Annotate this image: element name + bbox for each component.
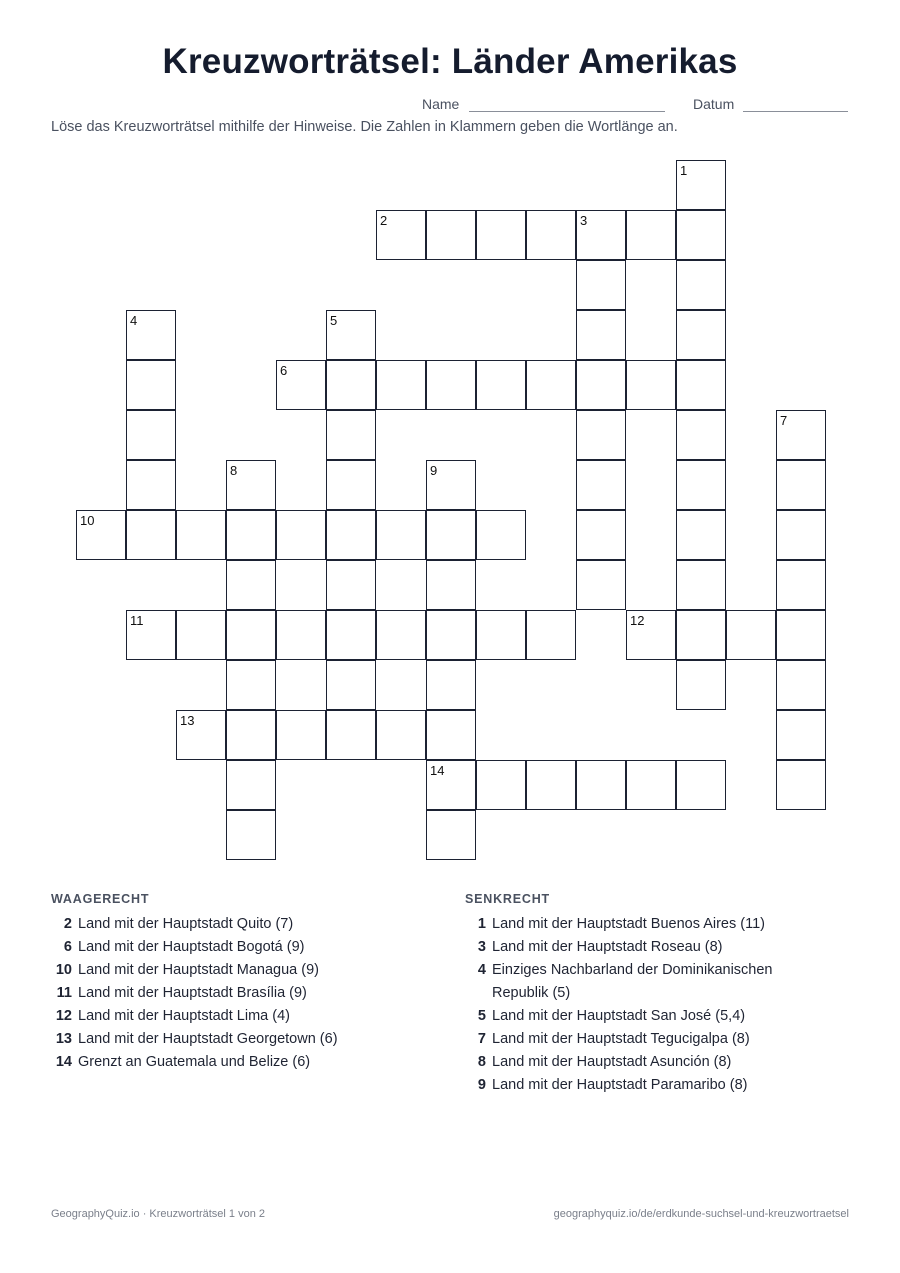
grid-cell[interactable]	[526, 760, 576, 810]
cell-number: 14	[430, 763, 445, 778]
grid-cell[interactable]	[326, 310, 376, 360]
grid-cell[interactable]	[676, 510, 726, 560]
clue-text: Land mit der Hauptstadt Brasília (9)	[78, 985, 307, 1001]
grid-cell[interactable]	[426, 460, 476, 510]
grid-cell[interactable]	[626, 360, 676, 410]
clue-number: 9	[477, 1077, 486, 1093]
cell-number: 13	[180, 713, 195, 728]
grid-cell[interactable]	[676, 560, 726, 610]
grid-cell[interactable]	[576, 260, 626, 310]
grid-cell[interactable]	[226, 810, 276, 860]
cell-number: 8	[230, 463, 238, 478]
grid-cell[interactable]	[426, 710, 476, 760]
grid-cell[interactable]	[776, 610, 826, 660]
grid-cell[interactable]	[126, 360, 176, 410]
grid-cell[interactable]	[226, 710, 276, 760]
grid-cell[interactable]	[326, 410, 376, 460]
grid-cell[interactable]	[276, 710, 326, 760]
grid-cell[interactable]	[676, 660, 726, 710]
clue-text: Land mit der Hauptstadt Asunción (8)	[492, 1054, 732, 1070]
grid-cell[interactable]	[426, 810, 476, 860]
grid-cell[interactable]	[126, 610, 176, 660]
grid-cell[interactable]	[576, 760, 626, 810]
grid-cell[interactable]	[776, 460, 826, 510]
grid-cell[interactable]	[776, 710, 826, 760]
grid-cell[interactable]	[426, 660, 476, 710]
date-line[interactable]	[743, 111, 848, 112]
clue-number: 6	[63, 939, 72, 955]
grid-cell[interactable]	[326, 610, 376, 660]
across-heading: WAAGERECHT	[51, 892, 150, 906]
grid-cell[interactable]	[76, 510, 126, 560]
grid-cell[interactable]	[326, 510, 376, 560]
grid-cell[interactable]	[576, 560, 626, 610]
grid-cell[interactable]	[676, 160, 726, 210]
clue-number: 5	[477, 1008, 486, 1024]
grid-cell[interactable]	[426, 510, 476, 560]
instructions: Löse das Kreuzworträtsel mithilfe der Hinweise. Die Zahlen in Klammern geben die Wortlänge an.	[51, 119, 678, 135]
grid-cell[interactable]	[426, 610, 476, 660]
grid-cell[interactable]	[276, 610, 326, 660]
grid-cell[interactable]	[576, 410, 626, 460]
grid-cell[interactable]	[426, 210, 476, 260]
clue-text: Land mit der Hauptstadt Paramaribo (8)	[492, 1077, 748, 1093]
grid-cell[interactable]	[326, 560, 376, 610]
grid-cell[interactable]	[276, 360, 326, 410]
cell-number: 1	[680, 163, 688, 178]
clue-text: Land mit der Hauptstadt Roseau (8)	[492, 939, 723, 955]
clue-item	[465, 913, 792, 936]
grid-cell[interactable]	[776, 410, 826, 460]
clue-number: 4	[477, 962, 486, 978]
cell-number: 3	[580, 213, 588, 228]
grid-cell[interactable]	[526, 210, 576, 260]
clue-item	[51, 936, 378, 959]
cell-number: 7	[780, 413, 788, 428]
cell-number: 11	[130, 613, 144, 628]
grid-cell[interactable]	[126, 510, 176, 560]
grid-cell[interactable]	[776, 660, 826, 710]
grid-cell[interactable]	[176, 510, 226, 560]
clue-item	[51, 1005, 378, 1028]
grid-cell[interactable]	[126, 410, 176, 460]
grid-cell[interactable]	[576, 460, 626, 510]
cell-number: 2	[380, 213, 388, 228]
clue-text: Land mit der Hauptstadt Georgetown (6)	[78, 1031, 338, 1047]
clue-number: 8	[477, 1054, 486, 1070]
clue-text: Land mit der Hauptstadt San José (5,4)	[492, 1008, 746, 1024]
cell-number: 12	[630, 613, 645, 628]
clue-number: 2	[63, 916, 72, 932]
clue-number: 1	[477, 916, 486, 932]
clue-text: Land mit der Hauptstadt Bogotá (9)	[78, 939, 305, 955]
clue-number: 12	[55, 1008, 72, 1024]
grid-cell[interactable]	[676, 760, 726, 810]
grid-cell[interactable]	[276, 510, 326, 560]
cell-number: 5	[330, 313, 338, 328]
clue-item	[51, 1028, 378, 1051]
cell-number: 9	[430, 463, 438, 478]
clue-text: Grenzt an Guatemala und Belize (6)	[78, 1054, 311, 1070]
clue-number: 10	[55, 962, 72, 978]
clue-number: 13	[55, 1031, 72, 1047]
name-line[interactable]	[469, 111, 665, 112]
grid-cell[interactable]	[526, 360, 576, 410]
clue-item	[465, 1074, 792, 1097]
grid-cell[interactable]	[576, 360, 626, 410]
grid-cell[interactable]	[226, 660, 276, 710]
clue-item	[465, 1005, 792, 1028]
grid-cell[interactable]	[376, 510, 426, 560]
clue-number: 14	[55, 1054, 72, 1070]
grid-cell[interactable]	[776, 560, 826, 610]
grid-cell[interactable]	[676, 360, 726, 410]
grid-cell[interactable]	[426, 560, 476, 610]
page-title: Kreuzworträtsel: Länder Amerikas	[162, 42, 738, 81]
footer-right: geographyquiz.io/de/erdkunde-suchsel-und-kreuzwortraetsel	[553, 1208, 849, 1220]
clue-text: Land mit der Hauptstadt Managua (9)	[78, 962, 319, 978]
down-heading: SENKRECHT	[465, 892, 550, 906]
grid-cell[interactable]	[426, 360, 476, 410]
grid-cell[interactable]	[626, 760, 676, 810]
grid-cell[interactable]	[676, 460, 726, 510]
grid-cell[interactable]	[676, 260, 726, 310]
grid-cell[interactable]	[376, 610, 426, 660]
cell-number: 10	[80, 513, 95, 528]
clue-item	[465, 1028, 792, 1051]
grid-cell[interactable]	[326, 660, 376, 710]
grid-cell[interactable]	[676, 610, 726, 660]
grid-cell[interactable]	[476, 510, 526, 560]
grid-cell[interactable]	[376, 210, 426, 260]
grid-cell[interactable]	[476, 210, 526, 260]
grid-cell[interactable]	[126, 460, 176, 510]
clue-item	[51, 982, 378, 1005]
clue-item	[51, 913, 378, 936]
grid-cell[interactable]	[476, 760, 526, 810]
clue-item	[465, 959, 792, 1005]
grid-cell[interactable]	[776, 760, 826, 810]
grid-cell[interactable]	[476, 360, 526, 410]
clue-number: 11	[56, 985, 72, 1001]
clue-item	[51, 1051, 378, 1074]
grid-cell[interactable]	[576, 310, 626, 360]
grid-cell[interactable]	[426, 760, 476, 810]
grid-cell[interactable]	[126, 310, 176, 360]
grid-cell[interactable]	[326, 710, 376, 760]
clue-item	[51, 959, 378, 982]
clue-number: 3	[477, 939, 486, 955]
grid-cell[interactable]	[226, 610, 276, 660]
clue-text: Land mit der Hauptstadt Buenos Aires (11)	[492, 916, 765, 932]
clue-number: 7	[477, 1031, 486, 1047]
grid-cell[interactable]	[726, 610, 776, 660]
name-date-fields	[0, 96, 900, 116]
grid-cell[interactable]	[326, 360, 376, 410]
grid-cell[interactable]	[226, 560, 276, 610]
down-clues	[465, 913, 792, 1097]
grid-cell[interactable]	[676, 410, 726, 460]
grid-cell[interactable]	[176, 610, 226, 660]
footer-left: GeographyQuiz.io · Kreuzworträtsel 1 von 2	[51, 1208, 265, 1220]
grid-cell[interactable]	[226, 510, 276, 560]
clue-text: Land mit der Hauptstadt Lima (4)	[78, 1008, 290, 1024]
grid-cell[interactable]	[326, 460, 376, 510]
name-label: Name	[422, 96, 460, 112]
clue-item	[465, 1051, 792, 1074]
grid-cell[interactable]	[626, 210, 676, 260]
grid-cell[interactable]	[376, 710, 426, 760]
clue-item	[465, 936, 792, 959]
date-label: Datum	[693, 96, 735, 112]
grid-cell[interactable]	[576, 510, 626, 560]
grid-cell[interactable]	[176, 710, 226, 760]
across-clues	[51, 913, 378, 1074]
grid-cell[interactable]	[226, 760, 276, 810]
cell-number: 6	[280, 363, 288, 378]
cell-number: 4	[130, 313, 138, 328]
clue-text: Land mit der Hauptstadt Tegucigalpa (8)	[492, 1031, 750, 1047]
clue-text: Land mit der Hauptstadt Quito (7)	[78, 916, 294, 932]
grid-cell[interactable]	[376, 360, 426, 410]
grid-cell[interactable]	[776, 510, 826, 560]
clue-text: Einziges Nachbarland der Dominikanischen Republik (5)	[492, 962, 773, 1001]
grid-cell[interactable]	[576, 210, 626, 260]
grid-cell[interactable]	[226, 460, 276, 510]
grid-cell[interactable]	[476, 610, 526, 660]
grid-cell[interactable]	[526, 610, 576, 660]
grid-cell[interactable]	[676, 310, 726, 360]
grid-cell[interactable]	[676, 210, 726, 260]
grid-cell[interactable]	[626, 610, 676, 660]
